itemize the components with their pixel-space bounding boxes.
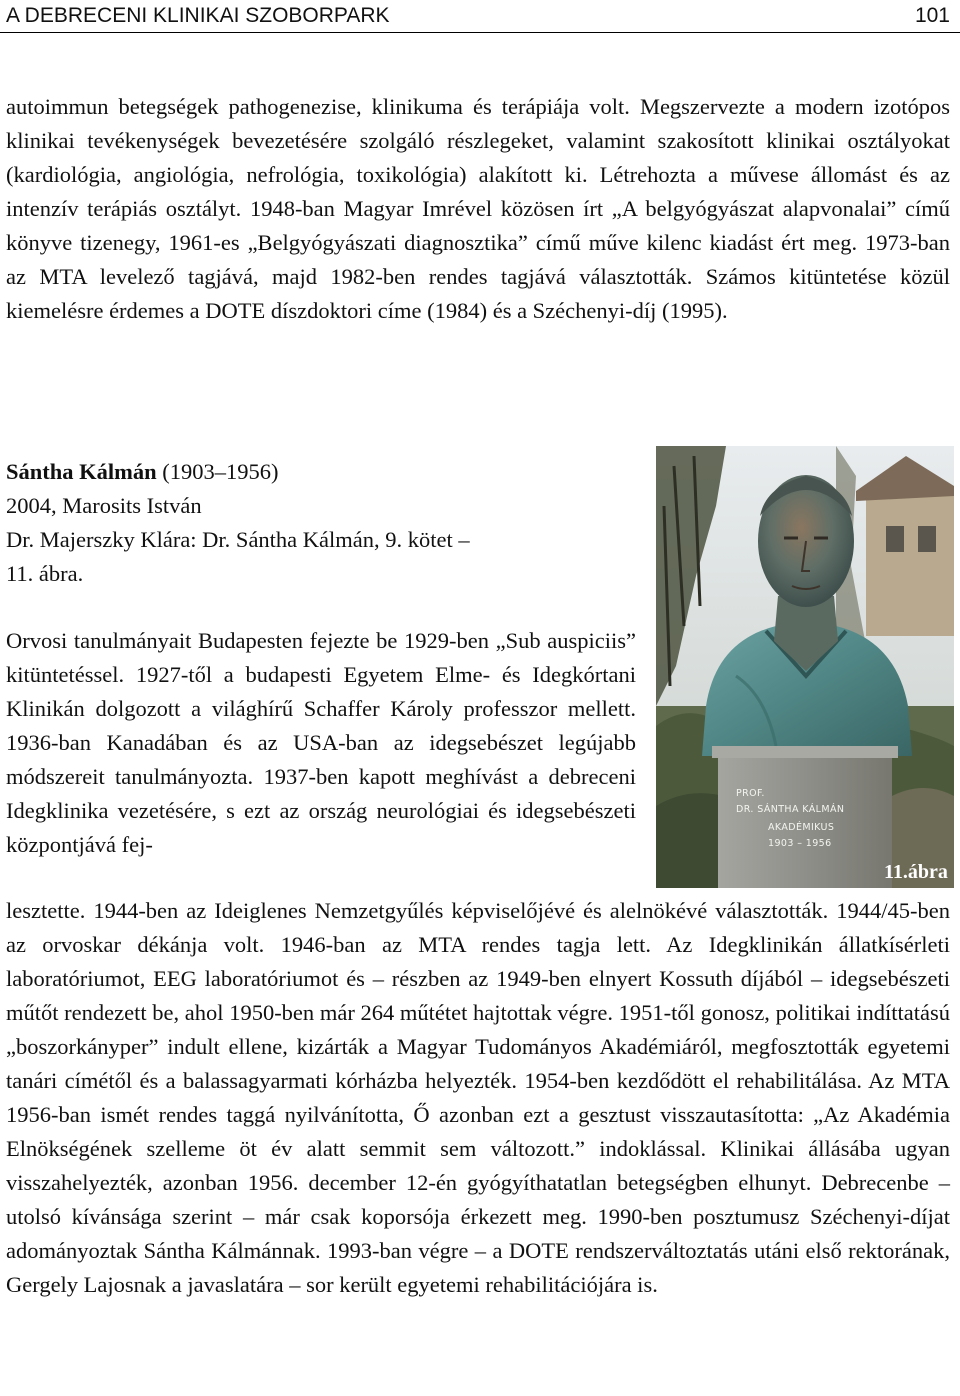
page-number: 101 [914, 4, 950, 27]
paragraph-biography-start: Orvosi tanulmányait Budapesten fejezte be 1929-ben „Sub auspiciis” kitüntetéssel. 1927-től a budapesti Egyetem Elme- és Idegkórtani Klinikán dolgozott a világhírű Schaffer Károly professzor mellett. 1936-ban Kanadában és az USA-ban az idegsebészet legújabb módszereit tanulmányozta. 1937-ben kapott meghívást a debreceni Idegklinika vezetésére, s ezt az ország neurológiai és idegsebészeti központjává fej- [6, 628, 636, 857]
figure-label: 11.ábra [884, 861, 948, 883]
caption-title-line [6, 455, 646, 489]
caption-name: Sántha Kálmán [6, 459, 157, 484]
paragraph-biography-continued: lesztette. 1944-ben az Ideiglenes Nemzetgyűlés képviselőjévé és alelnökévé választották. 1944/45-ben az orvoskar dékánja volt. 1946-ban az MTA rendes tagja lett. Az Idegklinikán állatkísérleti laboratóriumot, EEG laboratóriumot és – részben az 1949-ben elnyert Kossuth díjából – idegsebészeti műtőt rendezett be, ahol 1950-ben már 264 műtétet hajtottak végre. 1951-től gonosz, politikai indíttatású „boszorkányper” indult ellene, kizárták a Magyar Tudományos Akadémiáról, megfosztották egyetemi tanári címétől és a balassagyarmati kórházba helyezték. 1954-ben kezdődött el rehabilitálása. Az MTA 1956-ban ismét rendes taggá nyilvánította, Ő azonban ezt a gesztust visszautasította: „Az Akadémia Elnökségének szelleme öt év alatt semmit sem változott.” indoklással. Klinikai állásába ugyan visszahelyezték, azonban 1956. december 12-én gyógyíthatatlan betegségben elhunyt. Debrecenbe – utolsó kívánsága szerint – már csak koporsója érkezett meg. 1990-ben posztumusz Széchenyi-díjat adományoztak Sántha Kálmánnak. 1993-ban végre – a DOTE rendszerváltoztatás utáni első rektorának, Gergely Lajosnak a javaslatára – sor került egyetemi rehabilitációjára is. [6, 898, 950, 1297]
plaque-line-2: DR. SÁNTHA KÁLMÁN [736, 804, 845, 815]
plaque-line-3: AKADÉMIKUS [768, 822, 835, 833]
caption-artist-line: 2004, Marosits István [6, 493, 202, 518]
caption-source-line: Dr. Majerszky Klára: Dr. Sántha Kálmán, 9. kötet – [6, 527, 470, 552]
page-header [0, 0, 960, 33]
plaque-line-1: PROF. [736, 788, 765, 799]
paragraph-intro: autoimmun betegségek pathogenezise, klinikuma és terápiája volt. Megszervezte a modern izotópos klinikai tevékenységek bevezetésére szolgáló részlegeket, valamint szakosított klinikai osztályokat (kardiológia, angiológia, nefrológia, toxikológia) alakított ki. Létrehozta a művese állomást és az intenzív terápiás osztályt. 1948-ban Magyar Imrével közösen írt „A belgyógyászat alapvonalai” című könyve tizenegy, 1961-es „Belgyógyászati diagnosztika” című műve kilenc kiadást ért meg. 1973-ban az MTA levelező tagjává, majd 1982-ben rendes tagjává választották. Számos kitüntetése közül kiemelésre érdemes a DOTE díszdoktori címe (1984) és a Széchenyi-díj (1995). [6, 94, 950, 323]
figure-caption [6, 455, 646, 591]
caption-years: (1903–1956) [156, 459, 279, 484]
caption-figure-number: 11. ábra. [6, 561, 84, 586]
plaque-line-4: 1903 – 1956 [768, 838, 832, 849]
running-title: A DEBRECENI KLINIKAI SZOBORPARK [6, 4, 390, 27]
statue-photo [656, 446, 954, 888]
